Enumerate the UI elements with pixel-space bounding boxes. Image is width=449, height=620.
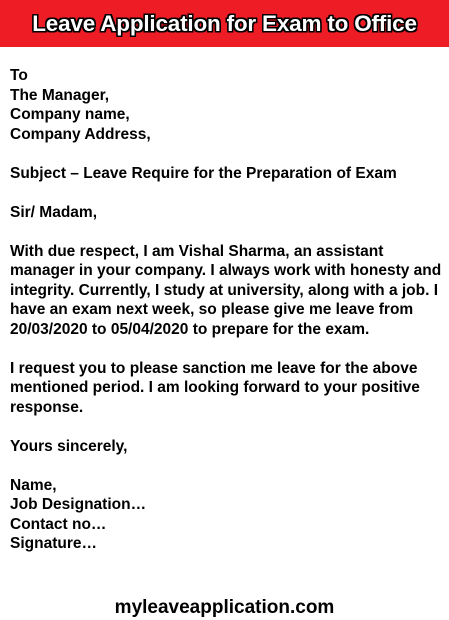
recipient-line-company: Company name,: [10, 106, 130, 123]
subject-line: Subject – Leave Require for the Preparation of Exam: [10, 164, 397, 182]
signature-line-designation: Job Designation…: [10, 496, 147, 513]
signature-line-contact: Contact no…: [10, 515, 107, 533]
spacer: [10, 144, 442, 164]
recipient-line-address: Company Address,: [10, 125, 151, 143]
recipient-block: [10, 66, 442, 144]
closing: Yours sincerely,: [10, 437, 128, 455]
website-footer: myleaveapplication.com: [114, 597, 335, 618]
signature-block: [10, 476, 442, 554]
spacer: [10, 222, 442, 242]
salutation: Sir/ Madam,: [10, 203, 97, 221]
spacer: [10, 456, 442, 476]
signature-line-signature: Signature…: [10, 535, 97, 552]
recipient-line-manager: The Manager,: [10, 86, 110, 104]
body-paragraph-2: I request you to please sanction me leave for the above mentioned period. I am looking forward to your positive response.: [10, 359, 420, 416]
spacer: [10, 339, 442, 359]
spacer: [10, 183, 442, 203]
page-title: Leave Application for Exam to Office: [32, 10, 417, 36]
recipient-line-to: To: [10, 67, 28, 84]
letter-body: [10, 66, 442, 554]
body-paragraph-1: With due respect, I am Vishal Sharma, an assistant manager in your company. I always work with honesty and integrity. Currently, I study at university, along with a job. I have an exam next week, so please give me leave from 20/03/2020 to 05/04/2020 to prepare for the exam.: [10, 242, 442, 338]
signature-line-name: Name,: [10, 476, 57, 494]
title-banner: [0, 0, 449, 47]
spacer: [10, 417, 442, 437]
